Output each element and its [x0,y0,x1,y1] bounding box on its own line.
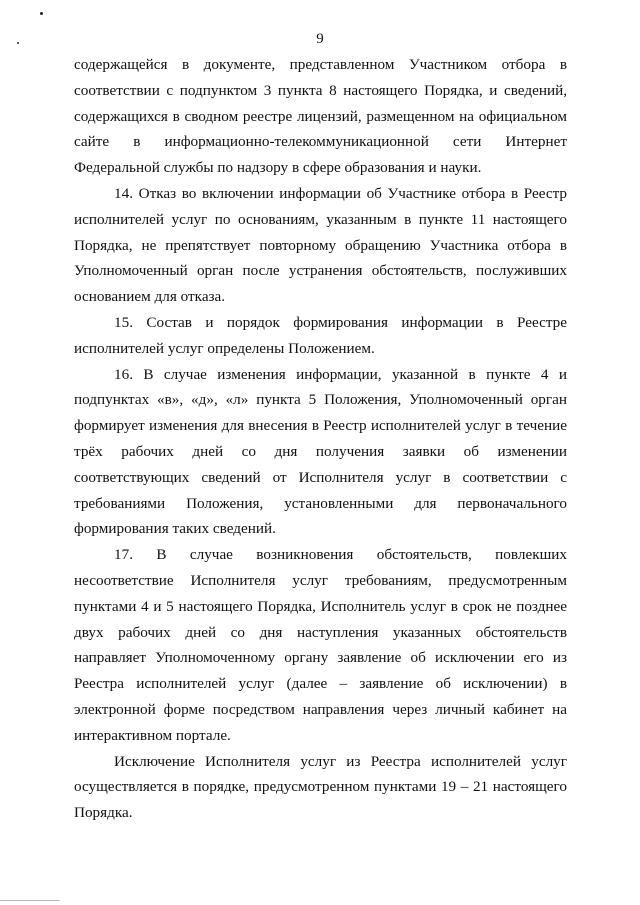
paragraph-17: 17. В случае возникновения обстоятельств, повлекших несоответствие Исполнителя услуг требованиям, предусмотренным пунктами 4 и 5 настоящего Порядка, Исполнитель услуг в срок не позднее двух рабочих дней со дня наступления указанных обстоятельств направляет Уполномоченному органу заявление об исключении его из Реестра исполнителей услуг (далее – заявление об исключении) в электронной форме посредством направления через личный кабинет на интерактивном портале. [74,546,567,744]
document-body [74,52,567,826]
page-number: 9 [316,31,324,47]
scan-edge-line [0,900,60,901]
paragraph-16: 16. В случае изменения информации, указанной в пункте 4 и подпунктах «в», «д», «л» пункта 5 Положения, Уполномоченный орган формирует изменения для внесения в Реестр исполнителей услуг в течение трёх рабочих дней со дня получения заявки об изменении соответствующих сведений от Исполнителя услуг в соответствии с требованиями Положения, установленными для первоначального формирования таких сведений. [74,365,567,538]
paragraph-continuation: содержащейся в документе, представленном Участником отбора в соответствии с подпунктом 3 пункта 8 настоящего Порядка, и сведений, содержащихся в сводном реестре лицензий, размещенном на официальном сайте в информационно-телекоммуникационной сети Интернет Федеральной службы по надзору в сфере образования и науки. [74,56,567,177]
paragraph-17-exclusion: Исключение Исполнителя услуг из Реестра исполнителей услуг осуществляется в порядке, предусмотренном пунктами 19 – 21 настоящего Порядка. [74,752,567,822]
scan-speck [40,12,43,15]
paragraph-15: 15. Состав и порядок формирования информации в Реестре исполнителей услуг определены Положением. [74,313,567,357]
paragraph-14: 14. Отказ во включении информации об Участнике отбора в Реестр исполнителей услуг по основаниям, указанным в пункте 11 настоящего Порядка, не препятствует повторному обращению Участника отбора в Уполномоченный орган после устранения обстоятельств, послуживших основанием для отказа. [74,184,567,306]
